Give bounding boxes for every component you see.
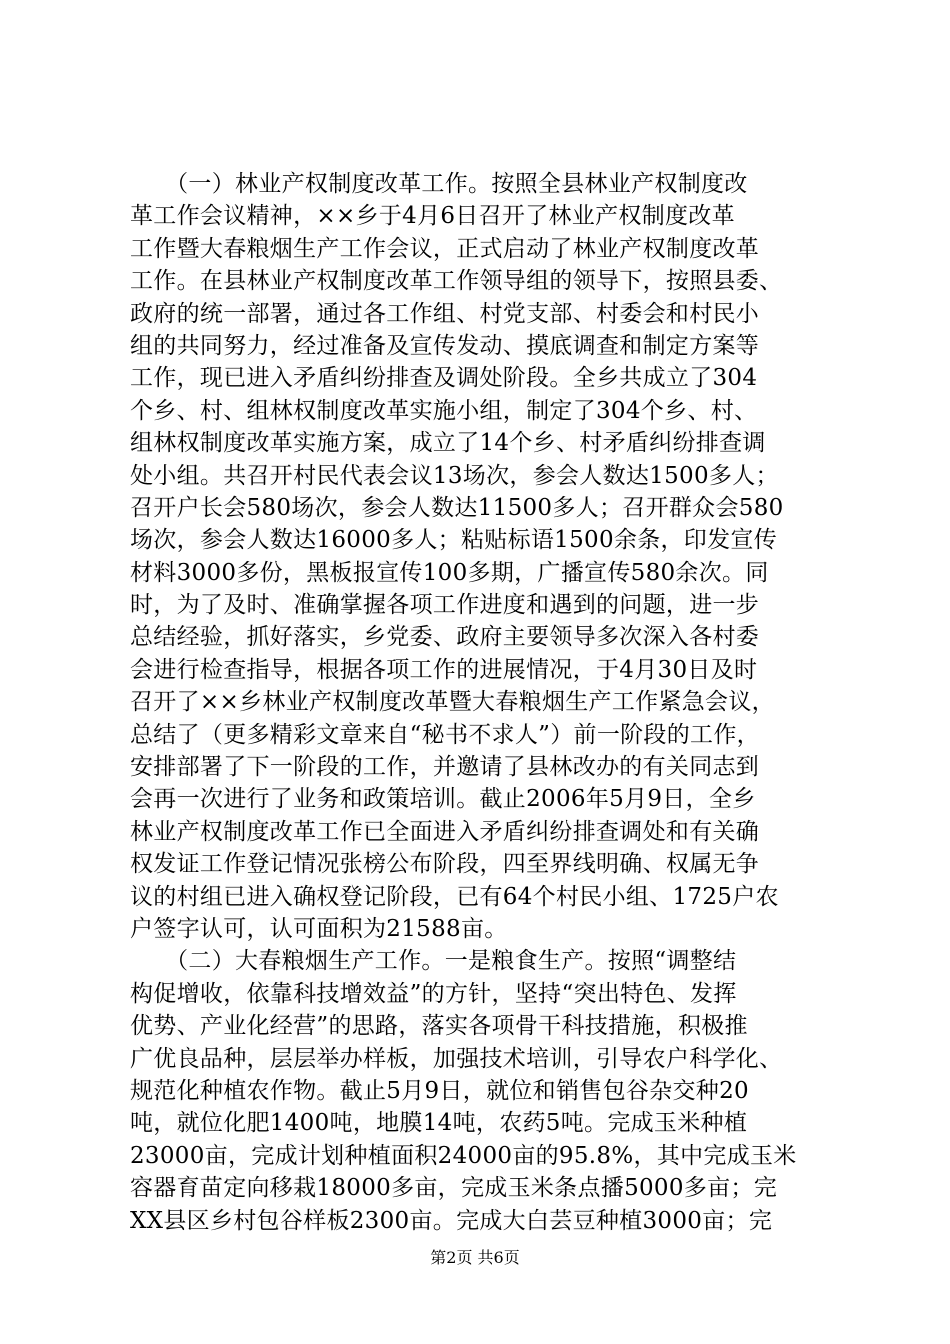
text-line: 政府的统一部署，通过各工作组、村党支部、村委会和村民小 xyxy=(130,300,760,327)
text-line: 工作，现已进入矛盾纠纷排查及调处阶段。全乡共成立了304 xyxy=(130,365,758,392)
text-line: 会进行检查指导，根据各项工作的进展情况，于4月30日及时 xyxy=(130,656,758,683)
text-line: （二）大春粮烟生产工作。一是粮食生产。按照“调整结 xyxy=(130,948,737,975)
text-line: 规范化种植农作物。截止5月9日，就位和销售包谷杂交种20 xyxy=(130,1077,749,1104)
text-line: 总结了（更多精彩文章来自“秘书不求人”）前一阶段的工作， xyxy=(130,721,760,748)
text-line: 材料3000多份，黑板报宣传100多期，广播宣传580余次。同 xyxy=(130,559,769,586)
text-line: 工作。在县林业产权制度改革工作领导组的领导下，按照县委、 xyxy=(130,268,783,295)
text-line: 户签字认可，认可面积为21588亩。 xyxy=(130,915,508,942)
text-line: 总结经验，抓好落实，乡党委、政府主要领导多次深入各村委 xyxy=(130,624,760,651)
text-line: （一）林业产权制度改革工作。按照全县林业产权制度改 xyxy=(130,171,748,197)
text-line: 工作暨大春粮烟生产工作会议，正式启动了林业产权制度改革 xyxy=(130,235,760,262)
text-line: 组林权制度改革实施方案，成立了14个乡、村矛盾纠纷排查调 xyxy=(130,430,766,457)
text-line: 优势、产业化经营”的思路，落实各项骨干科技措施，积极推 xyxy=(130,1013,748,1040)
text-line: 广优良品种，层层举办样板，加强技术培训，引导农户科学化、 xyxy=(130,1045,783,1072)
text-line: 革工作会议精神，××乡于4月6日召开了林业产权制度改革 xyxy=(130,203,735,230)
text-line: 23000亩，完成计划种植面积24000亩的95.8%，其中完成玉米 xyxy=(130,1142,797,1169)
text-line: 林业产权制度改革工作已全面进入矛盾纠纷排查调处和有关确 xyxy=(130,818,760,845)
text-line: 召开户长会580场次，参会人数达11500多人；召开群众会580 xyxy=(130,494,784,521)
text-line: 吨，就位化肥1400吨，地膜14吨，农药5吨。完成玉米种植 xyxy=(130,1110,748,1137)
text-line: 处小组。共召开村民代表会议13场次，参会人数达1500多人； xyxy=(130,462,779,489)
text-line: 个乡、村、组林权制度改革实施小组，制定了304个乡、村、 xyxy=(130,397,758,424)
text-line: 权发证工作登记情况张榜公布阶段，四至界线明确、权属无争 xyxy=(130,851,760,878)
text-line: 召开了××乡林业产权制度改革暨大春粮烟生产工作紧急会议， xyxy=(130,689,775,716)
body-text xyxy=(130,168,830,1237)
text-line: 议的村组已进入确权登记阶段，已有64个村民小组、1725户农 xyxy=(130,883,779,910)
text-line: 组的共同努力，经过准备及宣传发动、摸底调查和制定方案等 xyxy=(130,332,760,359)
text-line: 容器育苗定向移栽18000多亩，完成玉米条点播5000多亩；完 xyxy=(130,1175,777,1202)
text-line: 时，为了及时、准确掌握各项工作进度和遇到的问题，进一步 xyxy=(130,592,760,619)
text-line: 构促增收，依靠科技增效益”的方针，坚持“突出特色、发挥 xyxy=(130,980,737,1007)
text-line: 场次，参会人数达16000多人；粘贴标语1500余条，印发宣传 xyxy=(130,527,777,554)
text-line: 安排部署了下一阶段的工作，并邀请了县林改办的有关同志到 xyxy=(130,754,760,781)
text-line: XX县区乡村包谷样板2300亩。完成大白芸豆种植3000亩；完 xyxy=(130,1207,773,1234)
text-line: 会再一次进行了业务和政策培训。截止2006年5月9日，全乡 xyxy=(130,786,756,813)
page-number: 第2页 共6页 xyxy=(430,1248,520,1267)
